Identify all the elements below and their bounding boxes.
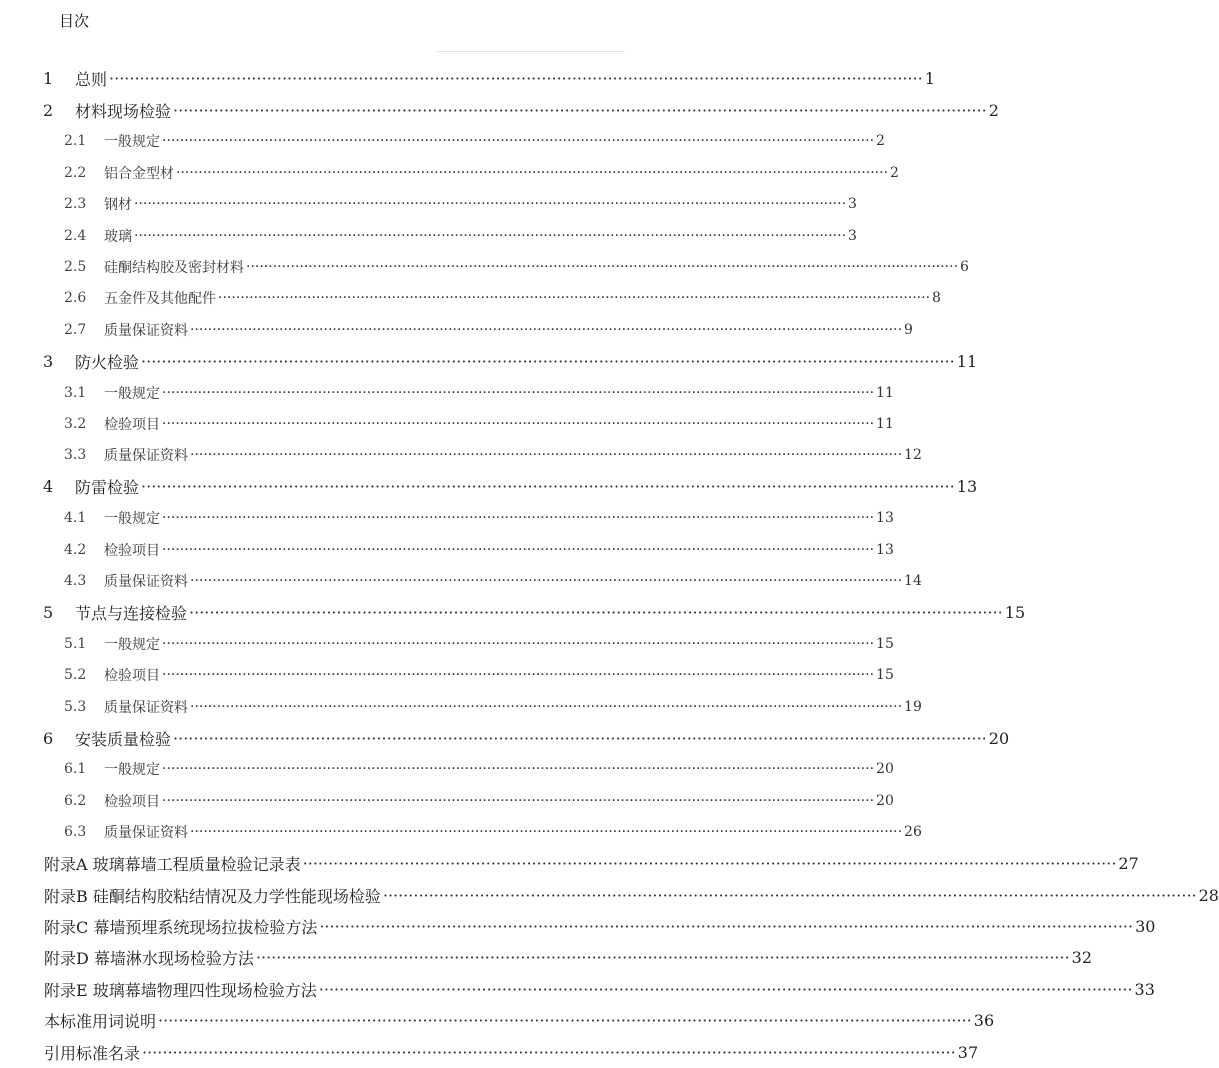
toc-leader-dots: ································································································································································ — [162, 133, 875, 150]
toc-entry-number: 4.2 — [64, 541, 87, 558]
toc-entry-number: 2.4 — [64, 227, 87, 244]
toc-entry-page: 6 — [960, 259, 969, 276]
toc-entry[interactable] — [0, 94, 999, 125]
toc-entry-number: 2.6 — [64, 290, 87, 307]
toc-entry[interactable] — [0, 911, 1156, 942]
toc-entry-title: 本标准用词说明 — [44, 1012, 157, 1032]
toc-entry-page: 2 — [876, 133, 885, 150]
toc-entry-page: 11 — [956, 351, 978, 371]
toc-entry-title: 附录E 玻璃幕墙物理四性现场检验方法 — [44, 980, 317, 1000]
toc-entry-title: 材料现场检验 — [75, 101, 172, 121]
toc-entry-page: 14 — [904, 573, 922, 590]
toc-leader-dots: ································································································································································ — [319, 916, 1134, 936]
toc-entry-number: 2.3 — [64, 196, 87, 213]
toc-entry[interactable] — [0, 346, 978, 377]
toc-leader-dots: ································································································································································ — [162, 510, 875, 527]
toc-leader-dots: ································································································································································ — [190, 824, 903, 841]
toc-entry[interactable] — [0, 974, 1155, 1005]
header-rule — [437, 51, 625, 52]
toc-entry[interactable] — [0, 1005, 995, 1036]
toc-entry-page: 15 — [876, 635, 894, 652]
toc-entry-number: 6.2 — [64, 792, 87, 809]
toc-entry-number: 5.1 — [64, 635, 87, 652]
toc-entry-title: 一般规定 — [104, 134, 160, 151]
toc-entry-title: 一般规定 — [104, 636, 160, 653]
toc-entry-number: 6 — [43, 728, 54, 748]
toc-entry-title: 一般规定 — [104, 511, 160, 528]
toc-leader-dots: ································································································································································ — [162, 792, 875, 809]
toc-entry-number: 4 — [43, 477, 54, 497]
toc-leader-dots: ································································································································································ — [302, 854, 1117, 874]
toc-leader-dots: ································································································································································ — [141, 477, 955, 497]
toc-entry-page: 9 — [904, 321, 913, 338]
toc-entry-number: 4.1 — [64, 510, 87, 527]
toc-entry-page: 13 — [956, 477, 978, 497]
toc-entry-page: 8 — [932, 290, 941, 307]
toc-entry-title: 五金件及其他配件 — [104, 291, 216, 308]
toc-leader-dots: ································································································································································ — [190, 698, 903, 715]
toc-leader-dots: ································································································································································ — [190, 321, 903, 338]
toc-entry-page: 20 — [988, 728, 1010, 748]
toc-entry-number: 2.2 — [64, 164, 87, 181]
toc-leader-dots: ································································································································································ — [190, 447, 903, 464]
toc-entry[interactable] — [0, 283, 941, 314]
toc-entry[interactable] — [0, 691, 922, 722]
toc-entry[interactable] — [0, 754, 894, 785]
toc-leader-dots: ································································································································································ — [162, 667, 875, 684]
page-heading: 目次 — [59, 12, 90, 30]
toc-leader-dots: ································································································································································ — [141, 351, 955, 371]
toc-entry-title: 一般规定 — [104, 385, 160, 402]
toc-entry-page: 32 — [1071, 948, 1093, 968]
toc-entry[interactable] — [0, 314, 913, 345]
toc-entry[interactable] — [0, 942, 1093, 973]
toc-entry-title: 节点与连接检验 — [75, 603, 188, 623]
toc-entry-page: 20 — [876, 761, 894, 778]
toc-entry-title: 附录C 幕墙预埋系统现场拉拔检验方法 — [44, 917, 318, 937]
toc-entry[interactable] — [0, 879, 1219, 910]
toc-entry-number: 6.1 — [64, 761, 87, 778]
toc-entry-title: 质量保证资料 — [104, 574, 188, 591]
toc-entry-number: 5 — [43, 602, 54, 622]
toc-entry-title: 检验项目 — [104, 793, 160, 810]
toc-leader-dots: ································································································································································ — [246, 259, 959, 276]
toc-entry[interactable] — [0, 189, 857, 220]
toc-entry[interactable] — [0, 660, 894, 691]
toc-entry-page: 30 — [1135, 916, 1156, 936]
toc-entry-number: 3.3 — [64, 447, 87, 464]
toc-leader-dots: ································································································································································ — [162, 761, 875, 778]
toc-entry-title: 质量保证资料 — [104, 825, 188, 842]
toc-leader-dots: ································································································································································ — [255, 948, 1070, 968]
toc-entry-number: 2.5 — [64, 259, 87, 276]
toc-leader-dots: ································································································································································ — [382, 885, 1197, 905]
toc-leader-dots: ································································································································································ — [109, 69, 923, 89]
toc-entry-page: 27 — [1118, 854, 1139, 874]
toc-entry-page: 3 — [848, 227, 857, 244]
toc-leader-dots: ································································································································································ — [162, 384, 875, 401]
toc-entry-title: 玻璃 — [104, 228, 132, 245]
toc-entry-page: 2 — [890, 164, 899, 181]
toc-entry-number: 5.3 — [64, 698, 87, 715]
toc-entry[interactable] — [0, 126, 885, 157]
toc-leader-dots: ································································································································································ — [218, 290, 931, 307]
toc-entry-title: 钢材 — [104, 197, 132, 214]
toc-entry[interactable] — [0, 503, 894, 534]
toc-entry-page: 11 — [876, 416, 894, 433]
toc-leader-dots: ································································································································································ — [190, 573, 903, 590]
toc-entry-page: 13 — [876, 541, 894, 558]
toc-entry-title: 铝合金型材 — [104, 165, 174, 182]
toc-entry-page: 15 — [1004, 602, 1026, 622]
toc-entry-page: 3 — [848, 196, 857, 213]
toc-entry-page: 2 — [988, 100, 999, 120]
toc-leader-dots: ································································································································································ — [162, 541, 875, 558]
toc-entry[interactable] — [0, 377, 894, 408]
toc-entry-title: 防火检验 — [75, 352, 140, 372]
toc-entry-page: 26 — [904, 824, 922, 841]
toc-entry-page: 12 — [904, 447, 922, 464]
toc-entry-number: 3 — [43, 351, 54, 371]
toc-entry-title: 附录A 玻璃幕墙工程质量检验记录表 — [44, 855, 301, 875]
toc-entry-page: 11 — [876, 384, 894, 401]
toc-entry[interactable] — [0, 597, 1026, 628]
toc-entry-title: 附录B 硅酮结构胶粘结情况及力学性能现场检验 — [44, 886, 381, 906]
toc-entry-page: 20 — [876, 792, 894, 809]
toc-entry-title: 安装质量检验 — [75, 729, 172, 749]
toc-entry[interactable] — [0, 565, 922, 596]
toc-entry-title: 质量保证资料 — [104, 448, 188, 465]
toc-entry-title: 检验项目 — [104, 668, 160, 685]
toc-entry-title: 硅酮结构胶及密封材料 — [104, 260, 244, 277]
toc-leader-dots: ································································································································································ — [134, 227, 847, 244]
toc-entry-title: 防雷检验 — [75, 478, 140, 498]
toc-entry[interactable] — [0, 848, 1139, 879]
toc-entry-page: 15 — [876, 667, 894, 684]
toc-entry[interactable] — [0, 63, 935, 94]
toc-entry-number: 4.3 — [64, 573, 87, 590]
toc-entry[interactable] — [0, 1036, 979, 1067]
toc-entry-title: 检验项目 — [104, 542, 160, 559]
toc-entry[interactable] — [0, 817, 922, 848]
toc-entry[interactable] — [0, 628, 894, 659]
toc-leader-dots: ································································································································································ — [176, 164, 889, 181]
toc-entry-title: 检验项目 — [104, 417, 160, 434]
toc-entry[interactable] — [0, 440, 922, 471]
toc-entry-page: 33 — [1134, 979, 1155, 999]
toc-entry-title: 一般规定 — [104, 762, 160, 779]
toc-entry-number: 3.1 — [64, 384, 87, 401]
toc-entry-number: 2 — [43, 100, 54, 120]
toc-entry-number: 1 — [43, 69, 54, 89]
toc-entry[interactable] — [0, 785, 894, 816]
toc-entry-page: 28 — [1198, 885, 1219, 905]
toc-entry-page: 37 — [957, 1042, 979, 1062]
toc-entry-number: 3.2 — [64, 416, 87, 433]
toc-leader-dots: ································································································································································ — [318, 979, 1133, 999]
toc-entry-number: 2.1 — [64, 133, 87, 150]
toc-entry[interactable] — [0, 251, 969, 282]
toc-entry[interactable] — [0, 722, 1010, 753]
toc-entry-number: 2.7 — [64, 321, 87, 338]
toc-entry-title: 引用标准名录 — [44, 1043, 141, 1063]
toc-leader-dots: ································································································································································ — [173, 728, 987, 748]
toc-leader-dots: ································································································································································ — [158, 1011, 972, 1031]
toc-leader-dots: ································································································································································ — [162, 635, 875, 652]
toc-leader-dots: ································································································································································ — [162, 416, 875, 433]
toc-entry[interactable] — [0, 220, 857, 251]
toc-entry-number: 6.3 — [64, 824, 87, 841]
toc-entry-page: 13 — [876, 510, 894, 527]
toc-entry[interactable] — [0, 157, 899, 188]
toc-entry-title: 质量保证资料 — [104, 699, 188, 716]
toc-entry-number: 5.2 — [64, 667, 87, 684]
toc-entry-title: 附录D 幕墙淋水现场检验方法 — [44, 949, 254, 969]
toc-entry-page: 19 — [904, 698, 922, 715]
toc-leader-dots: ································································································································································ — [173, 100, 987, 120]
toc-entry[interactable] — [0, 408, 894, 439]
toc-entry-title: 总则 — [75, 70, 108, 90]
toc-leader-dots: ································································································································································ — [142, 1042, 956, 1062]
toc-leader-dots: ································································································································································ — [134, 196, 847, 213]
toc-entry[interactable] — [0, 471, 978, 502]
toc-entry-page: 36 — [973, 1011, 995, 1031]
toc-entry-title: 质量保证资料 — [104, 322, 188, 339]
toc-entry[interactable] — [0, 534, 894, 565]
toc-leader-dots: ································································································································································ — [189, 602, 1003, 622]
toc-entry-page: 1 — [924, 69, 935, 89]
